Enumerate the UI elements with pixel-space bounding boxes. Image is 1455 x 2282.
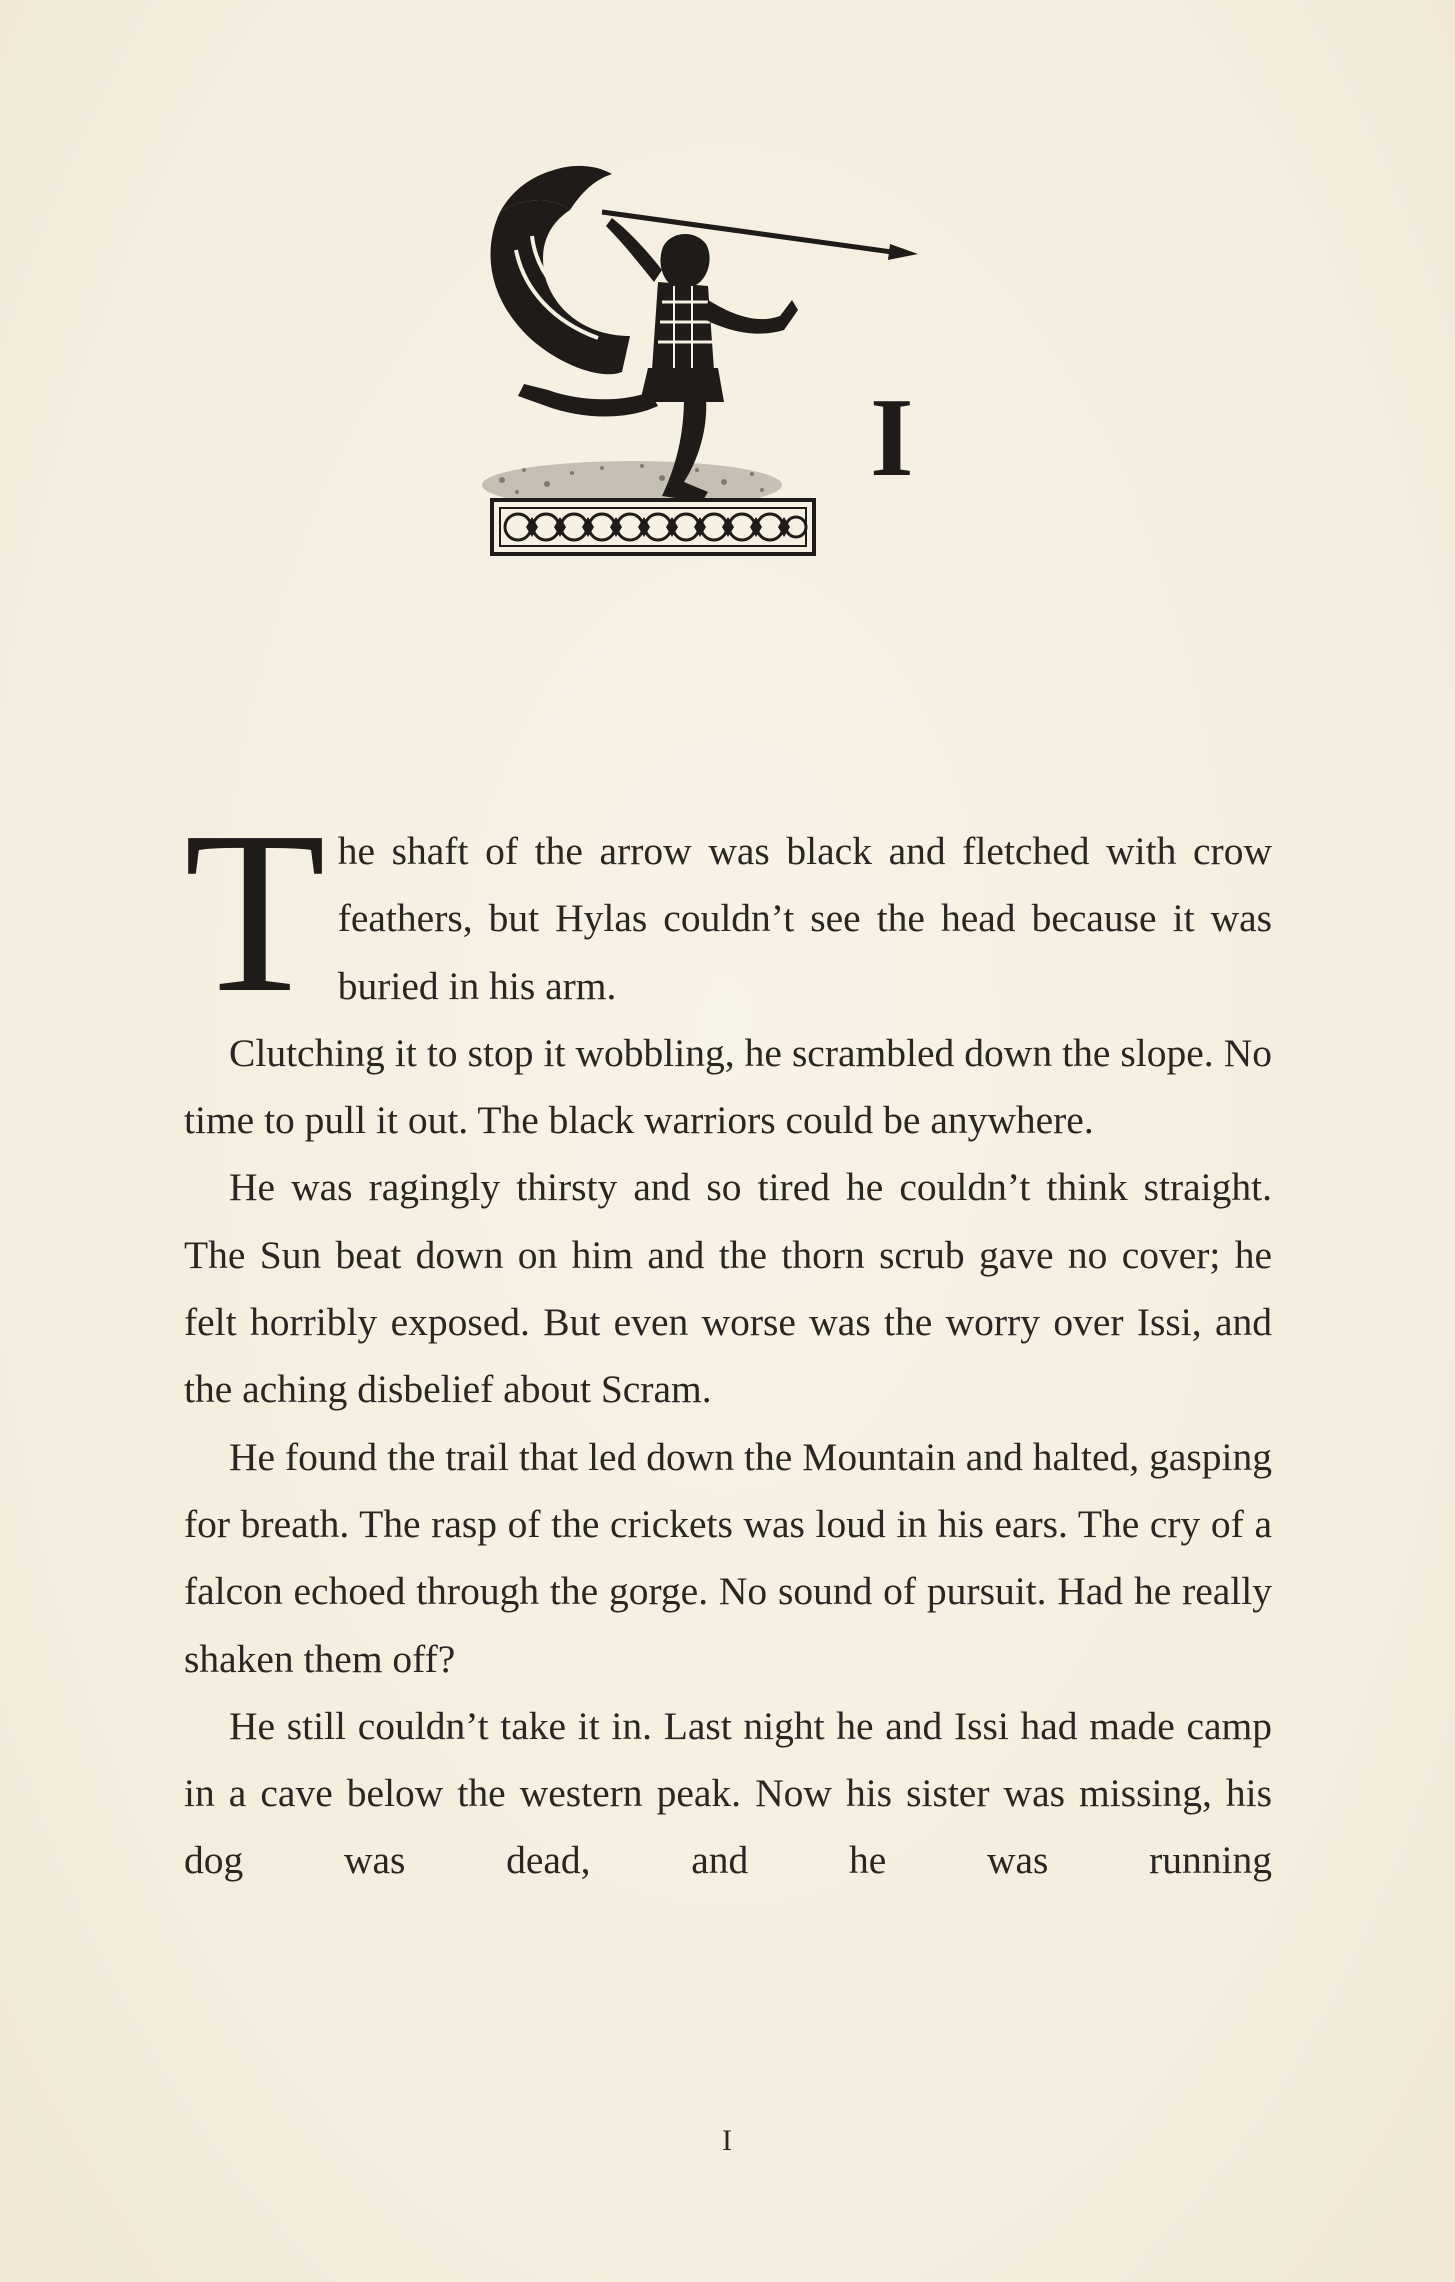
- running-spearman-illustration: [462, 140, 982, 600]
- page-number: I: [722, 2124, 733, 2157]
- chapter-body-text: [184, 784, 1272, 1895]
- paragraph: Clutching it to stop it wobbling, he scrambled down the slope. No time to pull it out. The black warriors could be anywhere.: [184, 1030, 1272, 1143]
- paragraph: He found the trail that led down the Mountain and halted, gasping for breath. The rasp of the crickets was loud in his ears. The cry of a falcon echoed through the gorge. No sound of pursuit. Had he really shaken them off?: [184, 1434, 1272, 1681]
- drop-cap: T: [184, 784, 326, 1041]
- opening-paragraph-text: he shaft of the arrow was black and fletched with crow feathers, but Hylas couldn’t see the head because it was buried in his arm.: [337, 829, 1272, 1008]
- chapter-heading: [462, 140, 982, 600]
- paragraph: He was ragingly thirsty and so tired he couldn’t think straight. The Sun beat down on him and the thorn scrub gave no cover; he felt horribly exposed. But even worse was the worry over Issi, and the aching disbelief about Scram.: [184, 1165, 1272, 1412]
- opening-paragraph: [184, 784, 1272, 1041]
- chapter-number: I: [870, 376, 914, 500]
- paragraph: He still couldn’t take it in. Last night he and Issi had made camp in a cave below the western peak. Now his sister was missing, his dog was dead, and he was running: [184, 1703, 1272, 1883]
